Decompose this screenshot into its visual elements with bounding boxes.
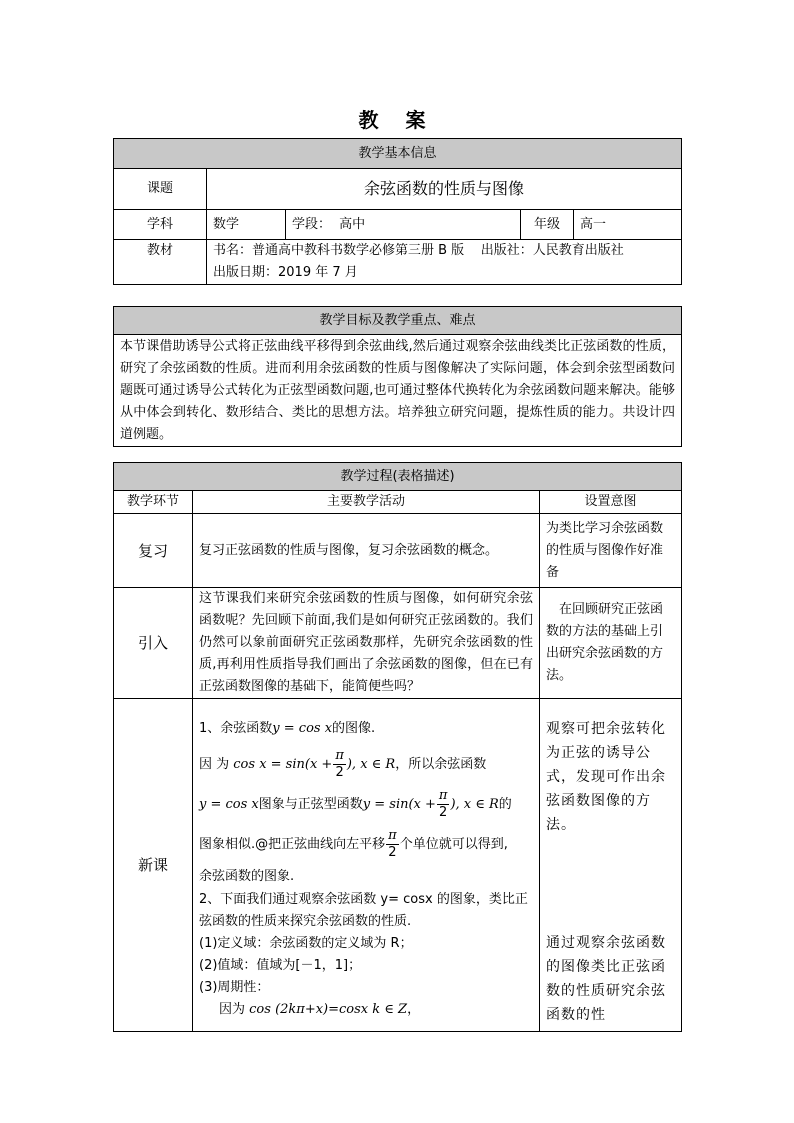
new-p1: [199, 717, 533, 741]
new-p10-math: cos (2kπ+x)=cosx k ∈ Z: [249, 1002, 408, 1017]
basic-info-header: 教学基本信息: [114, 139, 682, 169]
new-p1-math: y = cos x: [272, 721, 333, 736]
new-p10-text: 因为: [219, 1002, 246, 1017]
new-p3-math-a: y = cos x: [199, 797, 259, 812]
col-intent-header: 设置意图: [540, 491, 682, 514]
new-intent-2: 通过观察余弦函数的图像类比正弦函数的性质研究余弦函数的性: [546, 935, 666, 1023]
textbook-label: 教材: [114, 240, 207, 285]
new-p7: (1)定义域：余弦函数的定义域为 R；: [199, 936, 413, 951]
intro-activity: 这节课我们来研究余弦函数的性质与图像，如何研究余弦函数呢？先回顾下前面,我们是如何研究正弦函数的。我们仍然可以象前面研究正弦函数那样，先研究余弦函数的性质,再利用性质指导我们画出了余弦函数的图像，但在已有正弦函数图像的基础下，能简便些吗？: [193, 588, 540, 699]
stage-label: 学段：: [292, 216, 332, 232]
new-p3-text: 图象与正弦型函数: [258, 797, 363, 812]
textbook-line-1: 书名：普通高中教科书数学必修第三册 B 版 出版社：人民教育出版社: [213, 243, 624, 258]
new-p2: [199, 745, 533, 785]
topic-label: 课题: [114, 169, 207, 210]
new-stage: 新课: [114, 699, 193, 1032]
basic-info-table: [113, 138, 682, 285]
new-p2-text: 因 为: [199, 757, 230, 772]
review-activity: 复习正弦函数的性质与图像，复习余弦函数的概念。: [193, 514, 540, 588]
new-p3: [199, 785, 533, 825]
goals-header: 教学目标及教学重点、难点: [114, 307, 682, 335]
new-p2-end: ，所以余弦函数: [395, 757, 487, 772]
stage-cell: [286, 210, 521, 240]
process-header: 教学过程(表格描述): [114, 463, 682, 491]
goals-text: 本节课借助诱导公式将正弦曲线平移得到余弦曲线,然后通过观察余弦曲线类比正弦函数的性质，研究了余弦函数的性质。进而利用余弦函数的性质与图像解决了实际问题，体会到余弦型函数问题既可通过诱导公式转化为正弦型函数问题,也可通过整体代换转化为余弦函数问题来解决。能够从中体会到转化、数形结合、类比的思想方法。培养独立研究问题，提炼性质的能力。共设计四道例题。: [114, 335, 682, 447]
new-p10-end: ，: [407, 1002, 421, 1017]
new-p1-text: 1、余弦函数: [199, 721, 273, 736]
pi-over-2-frac: [333, 748, 346, 781]
new-p6: 2、下面我们通过观察余弦函数 y= cosx 的图象，类比正弦函数的性质来探究余弦函数的性质.: [199, 892, 528, 929]
grade-value: 高一: [574, 210, 682, 240]
frac-den-3: 2: [388, 845, 397, 860]
new-p4-end: 个单位就可以得到,: [399, 837, 508, 852]
grade-label: 年级: [521, 210, 574, 240]
review-intent: 为类比学习余弦函数的性质与图像作好准备: [540, 514, 682, 588]
new-p8: (2)值域：值域为[－1，1]；: [199, 958, 362, 973]
frac-num-2: π: [438, 788, 448, 803]
review-stage: 复习: [114, 514, 193, 588]
textbook-line-2: 出版日期：2019 年 7 月: [213, 265, 358, 280]
new-intent: [540, 699, 682, 1032]
pi-over-2-frac-2: [437, 788, 450, 821]
goals-table: [113, 306, 682, 447]
subject-value: 数学: [207, 210, 286, 240]
pi-over-2-frac-3: [386, 828, 399, 861]
new-p1-end: 的图像.: [332, 721, 376, 736]
topic-value: 余弦函数的性质与图像: [207, 169, 682, 210]
subject-label: 学科: [114, 210, 207, 240]
new-p2-math-a: cos x = sin(x +: [233, 757, 333, 772]
new-p3-math-c: ), x ∈ R: [450, 797, 499, 812]
frac-den-2: 2: [439, 805, 448, 820]
process-table: [113, 462, 682, 1032]
new-p2-math-b: ), x ∈ R: [346, 757, 396, 772]
textbook-value: [207, 240, 682, 285]
frac-den: 2: [335, 765, 344, 780]
new-p10: [199, 999, 533, 1021]
new-p4: [199, 825, 533, 865]
new-p9: (3)周期性：: [199, 980, 270, 995]
new-p3-math-b: y = sin(x +: [362, 797, 436, 812]
new-p5: 余弦函数的图象.: [199, 869, 295, 884]
stage-value: 高中: [339, 216, 366, 232]
new-p4-text: 图象相似.@把正弦曲线向左平移: [199, 837, 386, 852]
document-title: 教 案: [358, 108, 436, 132]
col-activity-header: 主要教学活动: [193, 491, 540, 514]
frac-num: π: [335, 748, 344, 763]
intro-intent: 在回顾研究正弦函数的方法的基础上引出研究余弦函数的方法。: [540, 588, 682, 699]
intro-stage: 引入: [114, 588, 193, 699]
new-activity: [193, 699, 540, 1032]
col-stage-header: 教学环节: [114, 491, 193, 514]
frac-num-3: π: [388, 828, 397, 843]
new-p3-end: 的: [498, 797, 512, 812]
new-intent-1: 观察可把余弦转化为正弦的诱导公式，发现可作出余弦函数图像的方法。: [546, 721, 666, 833]
